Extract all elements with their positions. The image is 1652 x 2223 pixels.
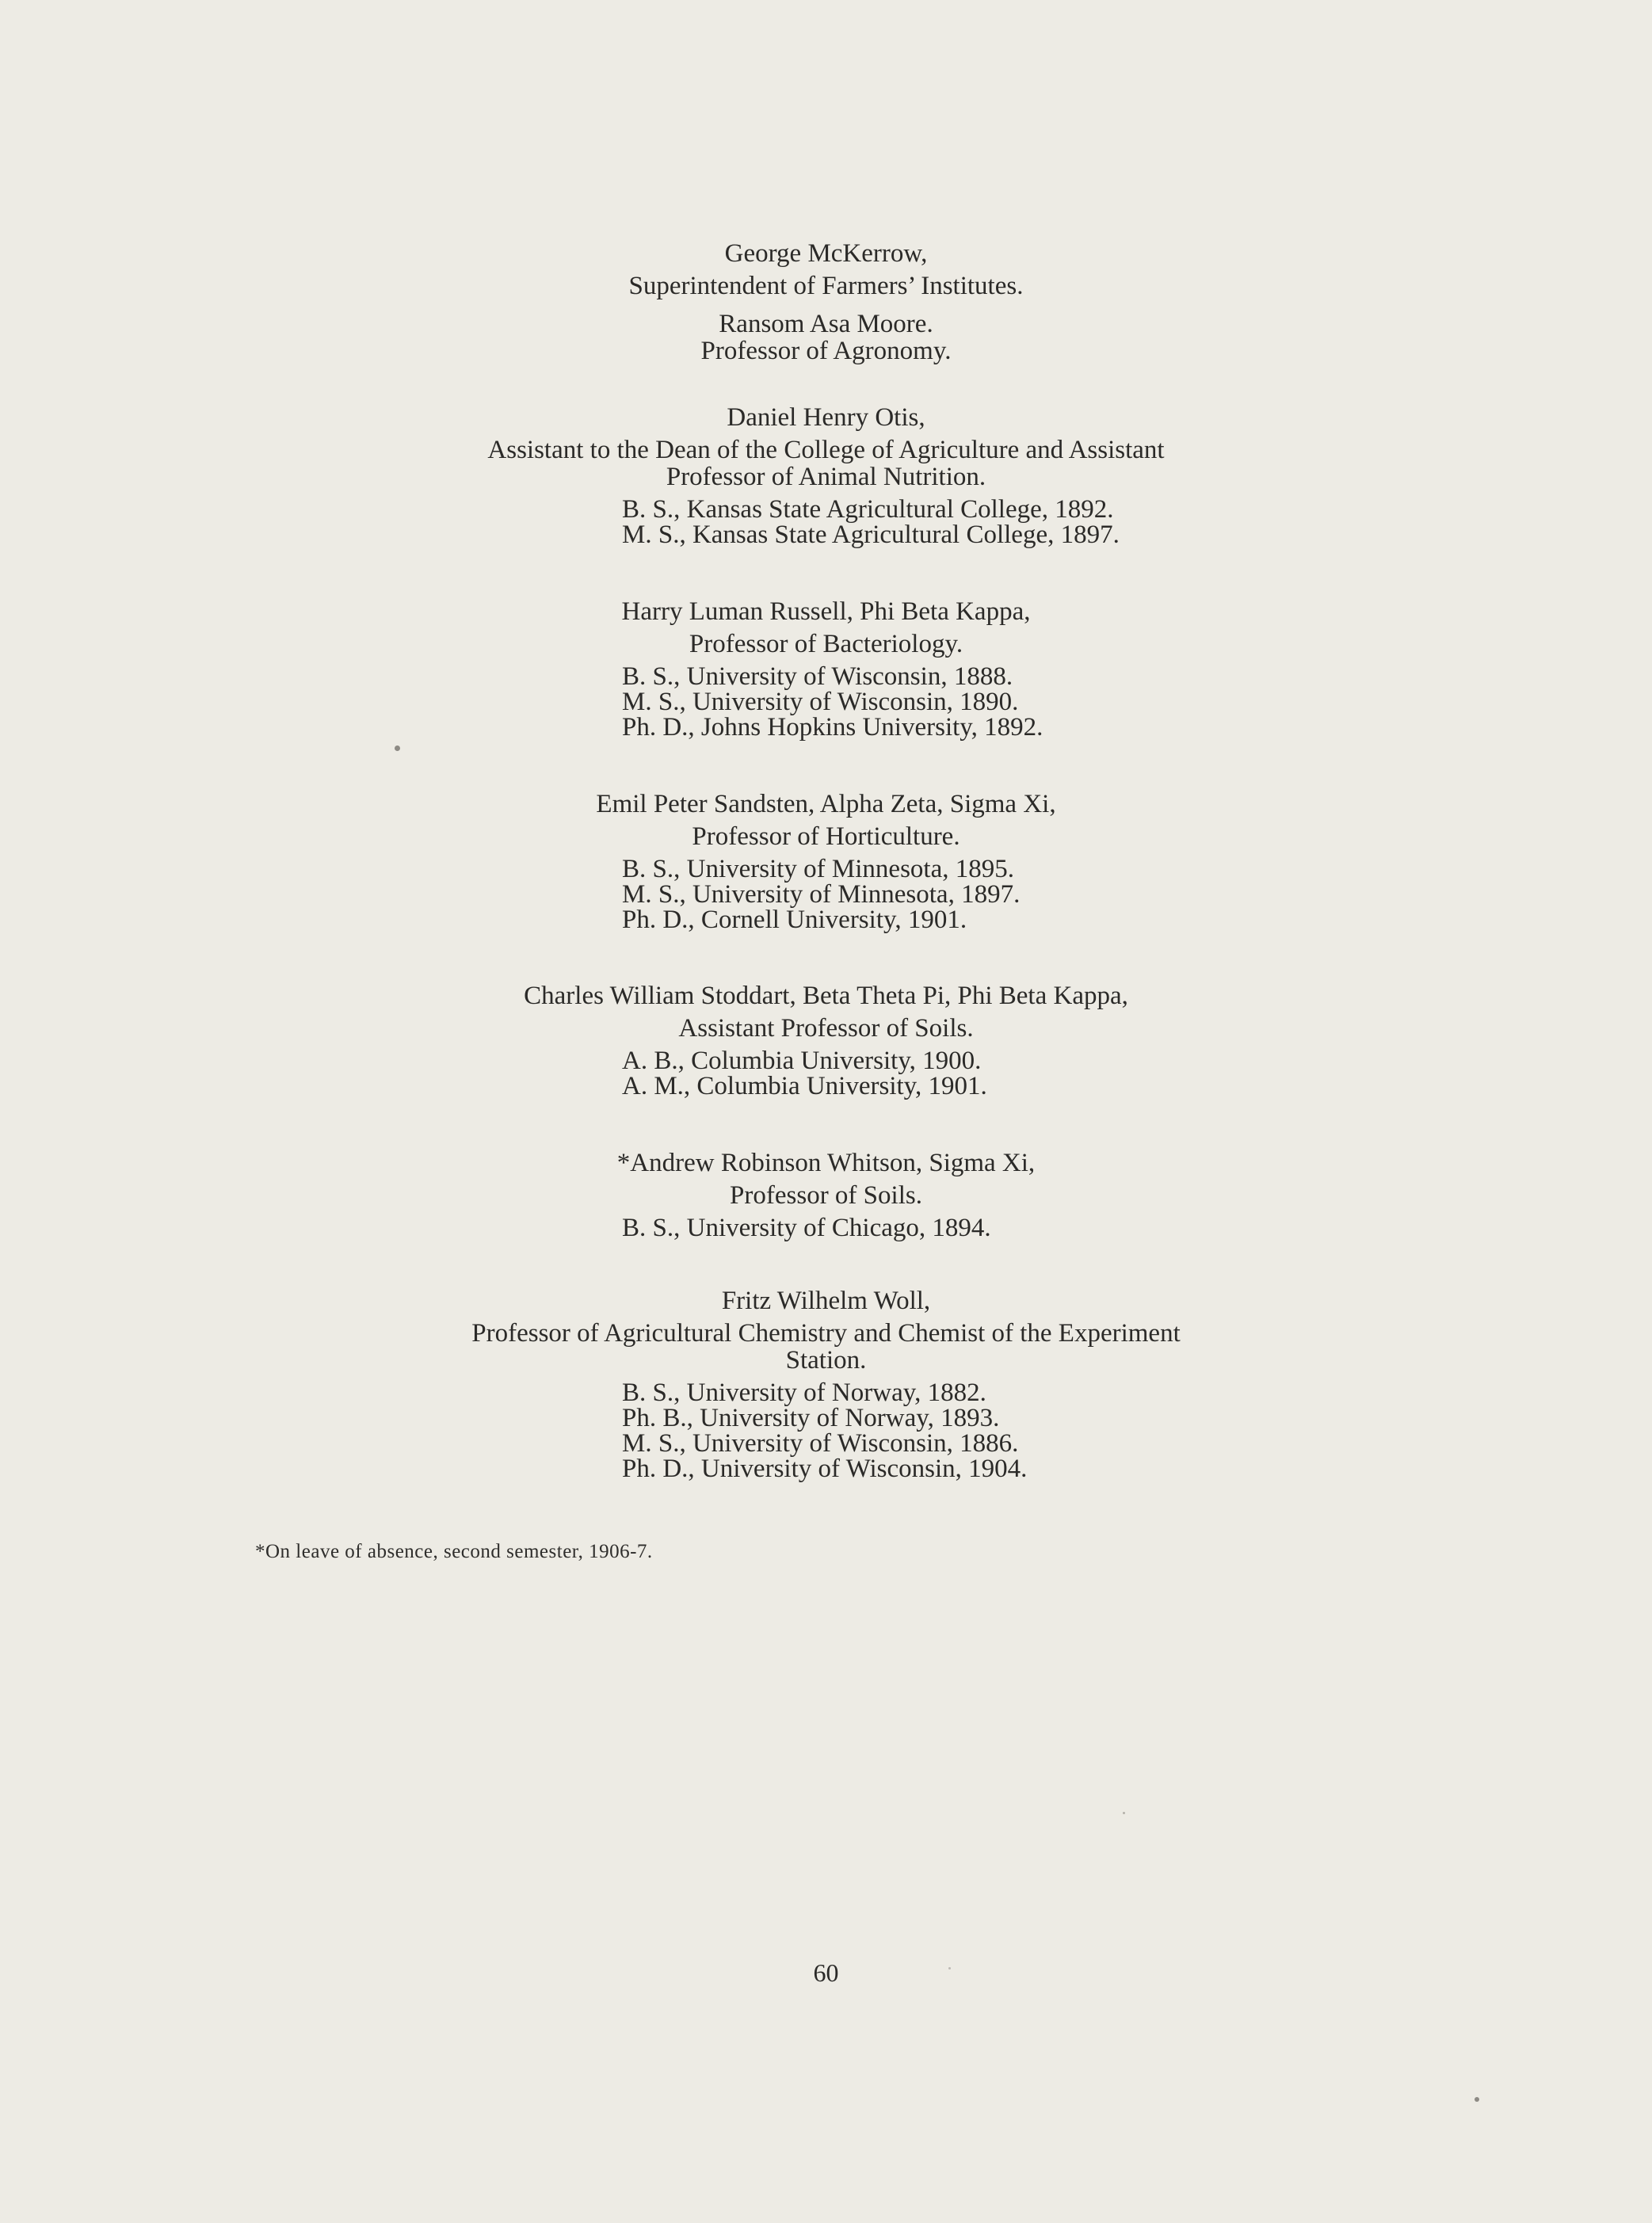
paper-speck xyxy=(395,745,400,751)
faculty-entry-russell xyxy=(0,598,1652,740)
faculty-title xyxy=(0,273,1652,299)
degree-item: B. S., University of Chicago, 1894. xyxy=(622,1214,991,1242)
page-number: 60 xyxy=(813,1958,839,1987)
faculty-title-line: Professor of Agronomy. xyxy=(700,337,952,365)
faculty-title-line: Professor of Animal Nutrition. xyxy=(666,463,986,491)
faculty-title xyxy=(0,823,1652,850)
faculty-entry-woll xyxy=(0,1287,1652,1481)
degree-item: B. S., University of Norway, 1882. xyxy=(622,1378,986,1407)
degree-item: B. S., Kansas State Agricultural College, 1892. xyxy=(622,495,1114,524)
faculty-name: Fritz Wilhelm Woll, xyxy=(721,1287,931,1315)
footnote: *On leave of absence, second semester, 1906-7. xyxy=(255,1541,653,1562)
faculty-name: Emil Peter Sandsten, Alpha Zeta, Sigma Xi, xyxy=(596,790,1056,818)
faculty-title-line: Professor of Bacteriology. xyxy=(689,630,963,658)
degree-list xyxy=(0,497,1652,547)
faculty-name: *Andrew Robinson Whitson, Sigma Xi, xyxy=(616,1149,1036,1177)
degree-item: M. S., University of Minnesota, 1897. xyxy=(622,880,1021,909)
degree-item: Ph. B., University of Norway, 1893. xyxy=(622,1404,1000,1432)
faculty-title-line: Assistant to the Dean of the College of Agriculture and Assistant xyxy=(487,436,1165,464)
degree-item: M. S., University of Wisconsin, 1890. xyxy=(622,688,1019,716)
degree-item: M. S., University of Wisconsin, 1886. xyxy=(622,1429,1019,1458)
paper-speck xyxy=(1123,1812,1125,1814)
degree-list xyxy=(0,664,1652,740)
faculty-title-line: Professor of Soils. xyxy=(730,1181,922,1210)
faculty-title xyxy=(0,437,1652,490)
faculty-title-line: Professor of Agricultural Chemistry and Chemist of the Experiment xyxy=(471,1319,1181,1348)
degree-item: Ph. D., Johns Hopkins University, 1892. xyxy=(622,713,1043,742)
faculty-title-line: Professor of Horticulture. xyxy=(692,822,960,851)
faculty-entry-mckerrow xyxy=(0,240,1652,299)
faculty-title-line: Station. xyxy=(785,1346,867,1375)
faculty-title-line: Superintendent of Farmers’ Institutes. xyxy=(628,272,1024,300)
faculty-name: Daniel Henry Otis, xyxy=(727,403,925,432)
faculty-name: George McKerrow, xyxy=(724,239,928,268)
faculty-title xyxy=(0,1182,1652,1209)
faculty-entry-sandsten xyxy=(0,791,1652,932)
faculty-entry-moore xyxy=(0,311,1652,364)
degree-list xyxy=(0,1380,1652,1481)
faculty-title xyxy=(0,1320,1652,1374)
paper-speck xyxy=(1475,2097,1479,2102)
faculty-title xyxy=(0,1015,1652,1042)
faculty-title xyxy=(0,631,1652,658)
degree-item: M. S., Kansas State Agricultural College, 1897. xyxy=(622,520,1120,549)
degree-item: Ph. D., University of Wisconsin, 1904. xyxy=(622,1455,1028,1483)
faculty-entry-whitson xyxy=(0,1150,1652,1241)
faculty-name: Harry Luman Russell, Phi Beta Kappa, xyxy=(621,597,1031,626)
degree-item: Ph. D., Cornell University, 1901. xyxy=(622,906,967,934)
paper-speck xyxy=(948,1967,951,1969)
degree-item: A. B., Columbia University, 1900. xyxy=(622,1047,982,1075)
degree-item: B. S., University of Minnesota, 1895. xyxy=(622,855,1014,883)
degree-list xyxy=(0,1215,1652,1241)
faculty-name: Charles William Stoddart, Beta Theta Pi, Phi Beta Kappa, xyxy=(524,982,1128,1010)
faculty-entry-stoddart xyxy=(0,982,1652,1099)
degree-list xyxy=(0,856,1652,932)
faculty-title-line: Assistant Professor of Soils. xyxy=(678,1014,974,1043)
faculty-name: Ransom Asa Moore. xyxy=(719,310,933,338)
degree-item: A. M., Columbia University, 1901. xyxy=(622,1072,987,1100)
faculty-entry-otis xyxy=(0,404,1652,547)
degree-list xyxy=(0,1048,1652,1099)
degree-item: B. S., University of Wisconsin, 1888. xyxy=(622,662,1013,691)
